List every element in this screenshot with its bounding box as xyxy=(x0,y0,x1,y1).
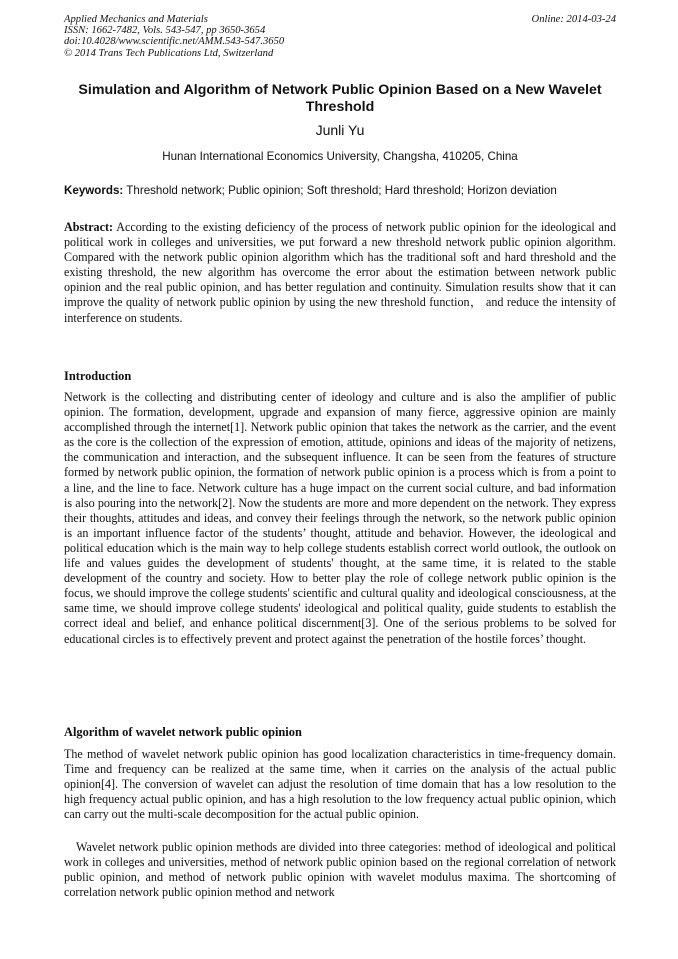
paper-title: Simulation and Algorithm of Network Public Opinion Based on a New Wavelet Threshold xyxy=(78,82,602,115)
copyright-line: © 2014 Trans Tech Publications Ltd, Switzerland xyxy=(64,47,274,59)
section-heading-algorithm: Algorithm of wavelet network public opinion xyxy=(64,725,302,739)
issn-line: ISSN: 1662-7482, Vols. 543-547, pp 3650-3654 xyxy=(64,25,266,37)
online-date: Online: 2014-03-24 xyxy=(531,14,616,25)
abstract xyxy=(64,220,616,326)
section-heading-introduction: Introduction xyxy=(64,369,132,383)
journal-header xyxy=(64,14,616,59)
affiliation: Hunan International Economics University, Changsha, 410205, China xyxy=(162,150,518,163)
doi-line: doi:10.4028/www.scientific.net/AMM.543-547.3650 xyxy=(64,36,285,48)
introduction-paragraph: Network is the collecting and distributing center of ideology and culture and is also the amplifier of public opinion. The formation, development, upgrade and expansion of many fierce, aggressive opinion are mainly accomplished through the internet[1]. Network public opinion that takes the network as the carrier, and the event as the core is the collection of the expression of emotion, attitude, opinions and ideas of the majority of netizens, the communication and interaction, and the subsequent influence. It can be seen from the features of structure formed by network public opinion, the formation of network public opinion is a process which is from a point to a line, and the line to face. Network culture has a huge impact on the current social culture, and bad information is also pouring into the network[2]. Now the students are more and more dependent on the network. They express their thoughts, attitudes and ideas, and convey their feelings through the network, so the network public opinion is an important influence factor of the students’ thought, attitude and behavior. However, the ideological and political education which is the main way to help college students establish correct world outlook, the outlook on life and values guides the development of students' thought, at the same time, it is related to the stable development of the country and society. How to better play the role of college network public opinion is the focus, we should improve the college students' scientific and cultural quality and ideological consciousness, at the same time, we should improve college students' ideological and political quality, guide students to establish the correct ideal and belief, and enhance political discernment[3]. One of the serious problems to be solved for educational circles is to effectively prevent and protect against the penetration of the hostile forces’ thought. xyxy=(64,390,616,646)
journal-name: Applied Mechanics and Materials xyxy=(64,14,208,25)
author-name: Junli Yu xyxy=(315,122,365,138)
abstract-label: Abstract: xyxy=(64,220,114,234)
keywords-label: Keywords: xyxy=(64,184,124,197)
algorithm-paragraph-2: Wavelet network public opinion methods are divided into three categories: method of ideological and political work in colleges and universities, method of network public opinion based on the regional correlation of network public opinion, and method of network public opinion with wavelet modulus maxima. The shortcoming of correlation network public opinion method and network xyxy=(64,840,616,900)
algorithm-paragraph-1: The method of wavelet network public opinion has good localization characteristics in time-frequency domain. Time and frequency can be realized at the same time, when it carries on the analysis of the actual public opinion[4]. The conversion of wavelet can adjust the resolution of time domain that has a low resolution to the high frequency actual public opinion, and has a high resolution to the low frequency actual public opinion, which can carry out the multi-scale decomposition for the actual public opinion. xyxy=(64,747,616,822)
keywords-text: Threshold network; Public opinion; Soft threshold; Hard threshold; Horizon deviation xyxy=(126,184,557,197)
keywords-line xyxy=(64,184,616,198)
abstract-text: According to the existing deficiency of the process of network public opinion for the ideological and political work in colleges and universities, we put forward a new threshold network public opinion algorithm. Compared with the network public opinion algorithm which has the traditional soft and hard threshold and the existing threshold, the new algorithm has overcome the error about the estimation between network public opinion and the real public opinion, and has better regulation and continuity. Simulation results show that it can improve the quality of network public opinion by using the new threshold function， and reduce the intensity of interference on students. xyxy=(64,220,616,325)
